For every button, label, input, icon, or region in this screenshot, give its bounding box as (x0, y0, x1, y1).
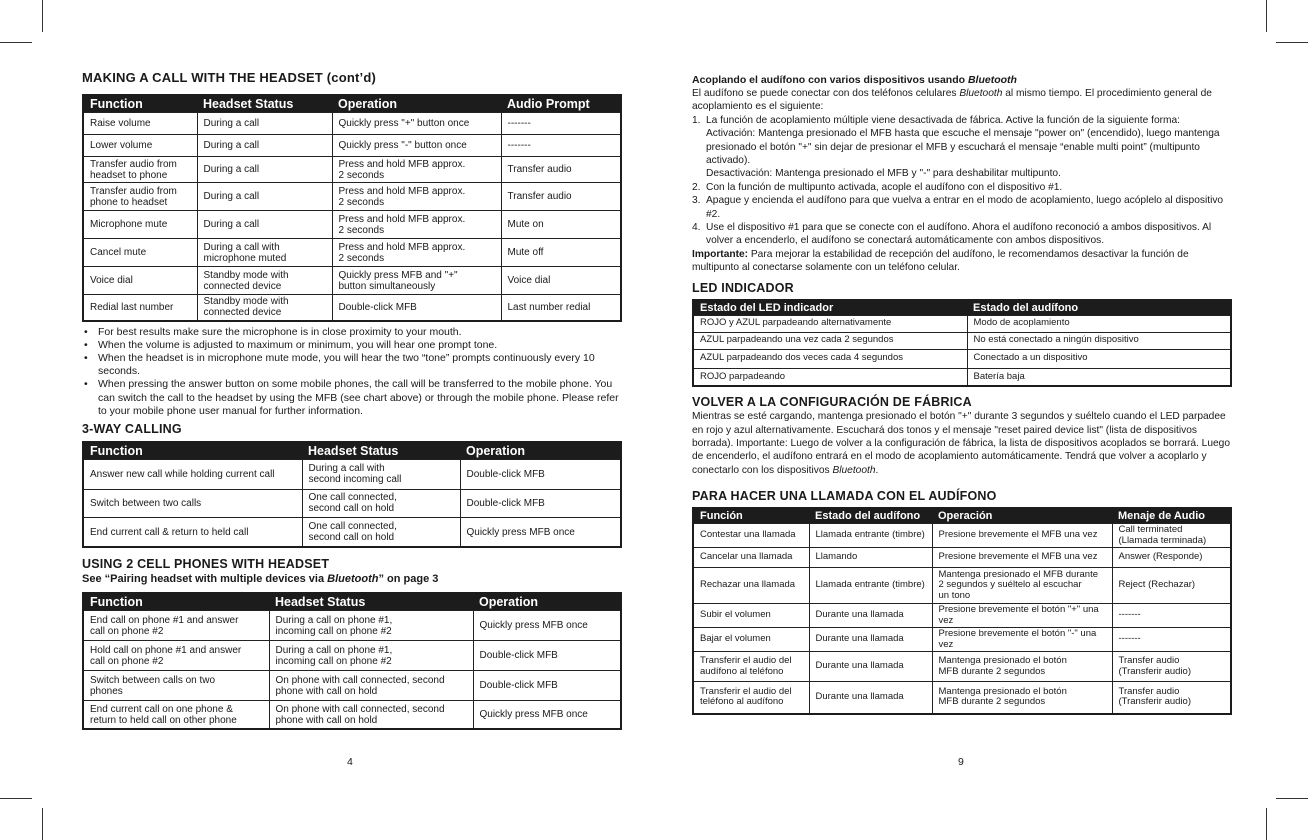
table-cell: Double-click MFB (460, 459, 621, 489)
table-cell: Transferir el audio del audífono al teléfono (693, 652, 809, 682)
pairing-body (692, 87, 1230, 275)
table-row (83, 267, 621, 295)
table-cell: During a call (197, 135, 332, 157)
step-text: La función de acoplamiento múltiple viene desactivada de fábrica. Active la función de la siguiente forma: Activación: Mantenga presionado el MFB hasta que escuche el mensaje "power on" (encendido), luego mantenga presionado el botón "+" sin dejar de presionar el MFB y escuchará el mensaje “enable multi point” (multipunto activado). Desactivación: Mantenga presionado el MFB y "-" para deshabilitar multipunto. (706, 114, 1220, 180)
table-cell: Durante una llamada (809, 652, 932, 682)
table-cell: Cancelar una llamada (693, 548, 809, 568)
list-item: • For best results make sure the microphone is in close proximity to your mouth. (82, 326, 620, 339)
list-item: • When pressing the answer button on some mobile phones, the call will be transferred to the mobile phone. You can switch the call to the headset by using the MFB (see chart above) or through the mobile phone. Please refer to your mobile phone user manual for further information. (82, 378, 620, 418)
table-header-row (83, 442, 621, 460)
table-cell: AZUL parpadeando dos veces cada 4 segundos (693, 349, 967, 368)
table-cell: Llamada entrante (timbre) (809, 524, 932, 548)
table-cell: Call terminated (Llamada terminada) (1112, 524, 1231, 548)
reset-title: VOLVER A LA CONFIGURACIÓN DE FÁBRICA (692, 395, 972, 410)
crop-mark (1266, 0, 1267, 32)
step-number: 2. (692, 181, 701, 193)
column-header: Audio Prompt (501, 95, 621, 113)
table-row (83, 641, 621, 671)
step-number: 1. (692, 114, 701, 126)
table-cell: Llamando (809, 548, 932, 568)
two-phones-table (82, 592, 622, 730)
step-number: 4. (692, 222, 701, 234)
table-cell: Mantenga presionado el botón MFB durante 2 segundos (932, 682, 1112, 714)
pairing-heading: Acoplando el audífono con varios dispositivos usando Bluetooth (692, 74, 1017, 86)
table-cell: Quickly press "+" button once (332, 113, 501, 135)
table-row (693, 548, 1231, 568)
table-row (83, 611, 621, 641)
table-cell: Mute off (501, 239, 621, 267)
three-way-calling-title: 3-WAY CALLING (82, 421, 182, 436)
table-header-row (83, 593, 621, 611)
table-cell: End current call on one phone & return to held call on other phone (83, 701, 269, 729)
table-cell: Presione brevemente el MFB una vez (932, 524, 1112, 548)
table-cell: Presione brevemente el botón "-" una vez (932, 628, 1112, 652)
table-row (83, 517, 621, 547)
table-header-row (83, 95, 621, 113)
table-cell: Microphone mute (83, 211, 197, 239)
table-cell: Transferir el audio del teléfono al audífono (693, 682, 809, 714)
crop-mark (42, 0, 43, 32)
column-header: Function (83, 95, 197, 113)
crop-mark (0, 42, 32, 43)
table-cell: On phone with call connected, second phone with call on hold (269, 701, 473, 729)
table-cell: Subir el volumen (693, 604, 809, 628)
table-cell: During a call (197, 211, 332, 239)
table-cell: Rechazar una llamada (693, 568, 809, 604)
tips-list (82, 326, 620, 418)
table-cell: Quickly press "-" button once (332, 135, 501, 157)
crop-mark (1276, 798, 1308, 799)
table-cell: During a call (197, 113, 332, 135)
table-cell: Conectado a un dispositivo (967, 349, 1231, 368)
making-call-title: MAKING A CALL WITH THE HEADSET (cont’d) (82, 70, 377, 85)
table-cell: Reject (Rechazar) (1112, 568, 1231, 604)
table-cell: No está conectado a ningún dispositivo (967, 332, 1231, 349)
column-header: Function (83, 593, 269, 611)
page-number-right: 9 (958, 756, 964, 768)
table-row (83, 135, 621, 157)
table-cell: Press and hold MFB approx. 2 seconds (332, 211, 501, 239)
pairing-steps (692, 114, 1230, 248)
two-phones-title: USING 2 CELL PHONES WITH HEADSET (82, 557, 330, 572)
column-header: Estado del audífono (967, 300, 1231, 316)
table-cell: ------- (1112, 604, 1231, 628)
table-cell: Modo de acoplamiento (967, 315, 1231, 332)
table-cell: Durante una llamada (809, 628, 932, 652)
table-cell: Answer (Responde) (1112, 548, 1231, 568)
table-cell: ------- (501, 113, 621, 135)
making-call-table (82, 94, 622, 322)
column-header: Operation (332, 95, 501, 113)
column-header: Operation (460, 442, 621, 460)
table-cell: Last number redial (501, 295, 621, 321)
table-cell: Durante una llamada (809, 604, 932, 628)
table-cell: Batería baja (967, 368, 1231, 386)
column-header: Función (693, 508, 809, 524)
column-header: Function (83, 442, 302, 460)
crop-mark (0, 798, 32, 799)
crop-mark (1266, 808, 1267, 840)
table-cell: One call connected, second call on hold (302, 489, 460, 517)
important-note: Importante: Para mejorar la estabilidad de recepción del audífono, le recomendamos desactivar la función de multipunto al conectarse solamente con un teléfono celular. (692, 248, 1189, 274)
table-cell: Double-click MFB (473, 671, 621, 701)
table-header-row (693, 508, 1231, 524)
table-cell: Answer new call while holding current call (83, 459, 302, 489)
table-cell: Transfer audio (Transferir audio) (1112, 682, 1231, 714)
list-item: • When the headset is in microphone mute mode, you will hear the two “tone” prompts continuously every 10 seconds. (82, 352, 620, 378)
table-cell: End call on phone #1 and answer call on phone #2 (83, 611, 269, 641)
table-row (83, 239, 621, 267)
led-title: LED INDICADOR (692, 280, 794, 295)
table-cell: On phone with call connected, second phone with call on hold (269, 671, 473, 701)
pairing-intro: El audífono se puede conectar con dos teléfonos celulares Bluetooth al mismo tiempo. El procedimiento general de acoplamiento es el siguiente: (692, 88, 1212, 113)
table-cell: Presione brevemente el MFB una vez (932, 548, 1112, 568)
table-cell: Quickly press MFB once (473, 701, 621, 729)
column-header: Menaje de Audio (1112, 508, 1231, 524)
table-cell: End current call & return to held call (83, 517, 302, 547)
table-cell: Double-click MFB (460, 489, 621, 517)
table-cell: Press and hold MFB approx. 2 seconds (332, 239, 501, 267)
table-row (693, 682, 1231, 714)
column-header: Operation (473, 593, 621, 611)
step-text: Use el dispositivo #1 para que se conecte con el audífono. Ahora el audífono reconoció a ambos dispositivos. Al volver a encenderlo, el audífono se conectará automáticamente con ambos dispositivos. (706, 222, 1212, 247)
table-row (693, 349, 1231, 368)
table-row (693, 368, 1231, 386)
table-cell: Transfer audio (501, 157, 621, 183)
table-row (693, 315, 1231, 332)
table-row (693, 524, 1231, 548)
table-row (693, 568, 1231, 604)
three-way-table (82, 441, 622, 549)
table-cell: Press and hold MFB approx. 2 seconds (332, 183, 501, 211)
table-cell: Llamada entrante (timbre) (809, 568, 932, 604)
table-cell: One call connected, second call on hold (302, 517, 460, 547)
table-cell: Cancel mute (83, 239, 197, 267)
table-row (83, 489, 621, 517)
column-header: Operación (932, 508, 1112, 524)
table-row (83, 295, 621, 321)
table-row (693, 628, 1231, 652)
table-cell: AZUL parpadeando una vez cada 2 segundos (693, 332, 967, 349)
column-header: Estado del LED indicador (693, 300, 967, 316)
table-cell: Standby mode with connected device (197, 267, 332, 295)
call-title-es: PARA HACER UNA LLAMADA CON EL AUDÍFONO (692, 489, 997, 504)
list-item: • When the volume is adjusted to maximum or minimum, you will hear one prompt tone. (82, 339, 620, 352)
led-table (692, 299, 1232, 388)
table-cell: Mantenga presionado el botón MFB durante 2 segundos (932, 652, 1112, 682)
table-cell: Press and hold MFB approx. 2 seconds (332, 157, 501, 183)
column-header: Headset Status (302, 442, 460, 460)
table-cell: Quickly press MFB and "+" button simultaneously (332, 267, 501, 295)
table-cell: During a call on phone #1, incoming call on phone #2 (269, 611, 473, 641)
table-cell: Mute on (501, 211, 621, 239)
table-row (693, 604, 1231, 628)
table-cell: Contestar una llamada (693, 524, 809, 548)
table-cell: Voice dial (501, 267, 621, 295)
table-row (83, 157, 621, 183)
page-number-left: 4 (347, 756, 353, 768)
list-item (692, 221, 1230, 248)
table-cell: Switch between calls on two phones (83, 671, 269, 701)
table-cell: Presione brevemente el botón "+" una vez (932, 604, 1112, 628)
table-cell: Quickly press MFB once (460, 517, 621, 547)
table-cell: Standby mode with connected device (197, 295, 332, 321)
table-cell: During a call with second incoming call (302, 459, 460, 489)
table-cell: Transfer audio from phone to headset (83, 183, 197, 211)
table-row (83, 113, 621, 135)
table-cell: Lower volume (83, 135, 197, 157)
call-table-es (692, 507, 1232, 715)
crop-mark (1276, 42, 1308, 43)
table-cell: Mantenga presionado el MFB durante 2 segundos y suéltelo al escuchar un tono (932, 568, 1112, 604)
list-item (692, 181, 1230, 194)
step-text: Apague y encienda el audífono para que vuelva a entrar en el modo de acoplamiento, luego acóplelo al dispositivo #2. (706, 195, 1224, 220)
list-item (692, 114, 1230, 181)
step-text: Con la función de multipunto activada, acople el audífono con el dispositivo #1. (706, 181, 1063, 193)
column-header: Estado del audífono (809, 508, 932, 524)
table-cell: ROJO parpadeando (693, 368, 967, 386)
table-cell: Redial last number (83, 295, 197, 321)
table-cell: Double-click MFB (332, 295, 501, 321)
table-row (83, 671, 621, 701)
table-cell: ------- (501, 135, 621, 157)
table-cell: During a call (197, 157, 332, 183)
table-row (83, 459, 621, 489)
table-cell: Durante una llamada (809, 682, 932, 714)
step-number: 3. (692, 195, 701, 207)
table-cell: During a call (197, 183, 332, 211)
table-cell: During a call with microphone muted (197, 239, 332, 267)
table-cell: Transfer audio (Transferir audio) (1112, 652, 1231, 682)
table-cell: ------- (1112, 628, 1231, 652)
table-row (693, 652, 1231, 682)
table-cell: Raise volume (83, 113, 197, 135)
crop-mark (42, 808, 43, 840)
table-header-row (693, 300, 1231, 316)
table-cell: Voice dial (83, 267, 197, 295)
table-row (693, 332, 1231, 349)
table-cell: Double-click MFB (473, 641, 621, 671)
table-cell: During a call on phone #1, incoming call on phone #2 (269, 641, 473, 671)
table-cell: Transfer audio from headset to phone (83, 157, 197, 183)
left-page (82, 70, 620, 730)
table-cell: ROJO y AZUL parpadeando alternativamente (693, 315, 967, 332)
reset-body: Mientras se esté cargando, mantenga presionado el botón "+" durante 3 segundos y suéltelo cuando el LED parpadee en rojo y azul alternativamente. Escuchará dos tonos y el mensaje "reset paired device list" (lista de dispositivos borrada). Importante: Luego de volver a la configuración de fábrica, la lista de dispositivos acoplados se borrará. Luego de encenderlo, el audífono entrará en el modo de acoplamiento automáticamente. Tendrá que volver a acoplarlo y conectarlo con los dispositivos Bluetooth. (692, 411, 1230, 476)
table-row (83, 701, 621, 729)
table-cell: Switch between two calls (83, 489, 302, 517)
right-page (692, 74, 1230, 715)
table-cell: Quickly press MFB once (473, 611, 621, 641)
table-cell: Bajar el volumen (693, 628, 809, 652)
column-header: Headset Status (197, 95, 332, 113)
table-row (83, 211, 621, 239)
table-cell: Hold call on phone #1 and answer call on phone #2 (83, 641, 269, 671)
two-phones-subtitle: See “Pairing headset with multiple devices via Bluetooth” on page 3 (82, 573, 439, 586)
table-row (83, 183, 621, 211)
column-header: Headset Status (269, 593, 473, 611)
list-item (692, 194, 1230, 221)
table-cell: Transfer audio (501, 183, 621, 211)
